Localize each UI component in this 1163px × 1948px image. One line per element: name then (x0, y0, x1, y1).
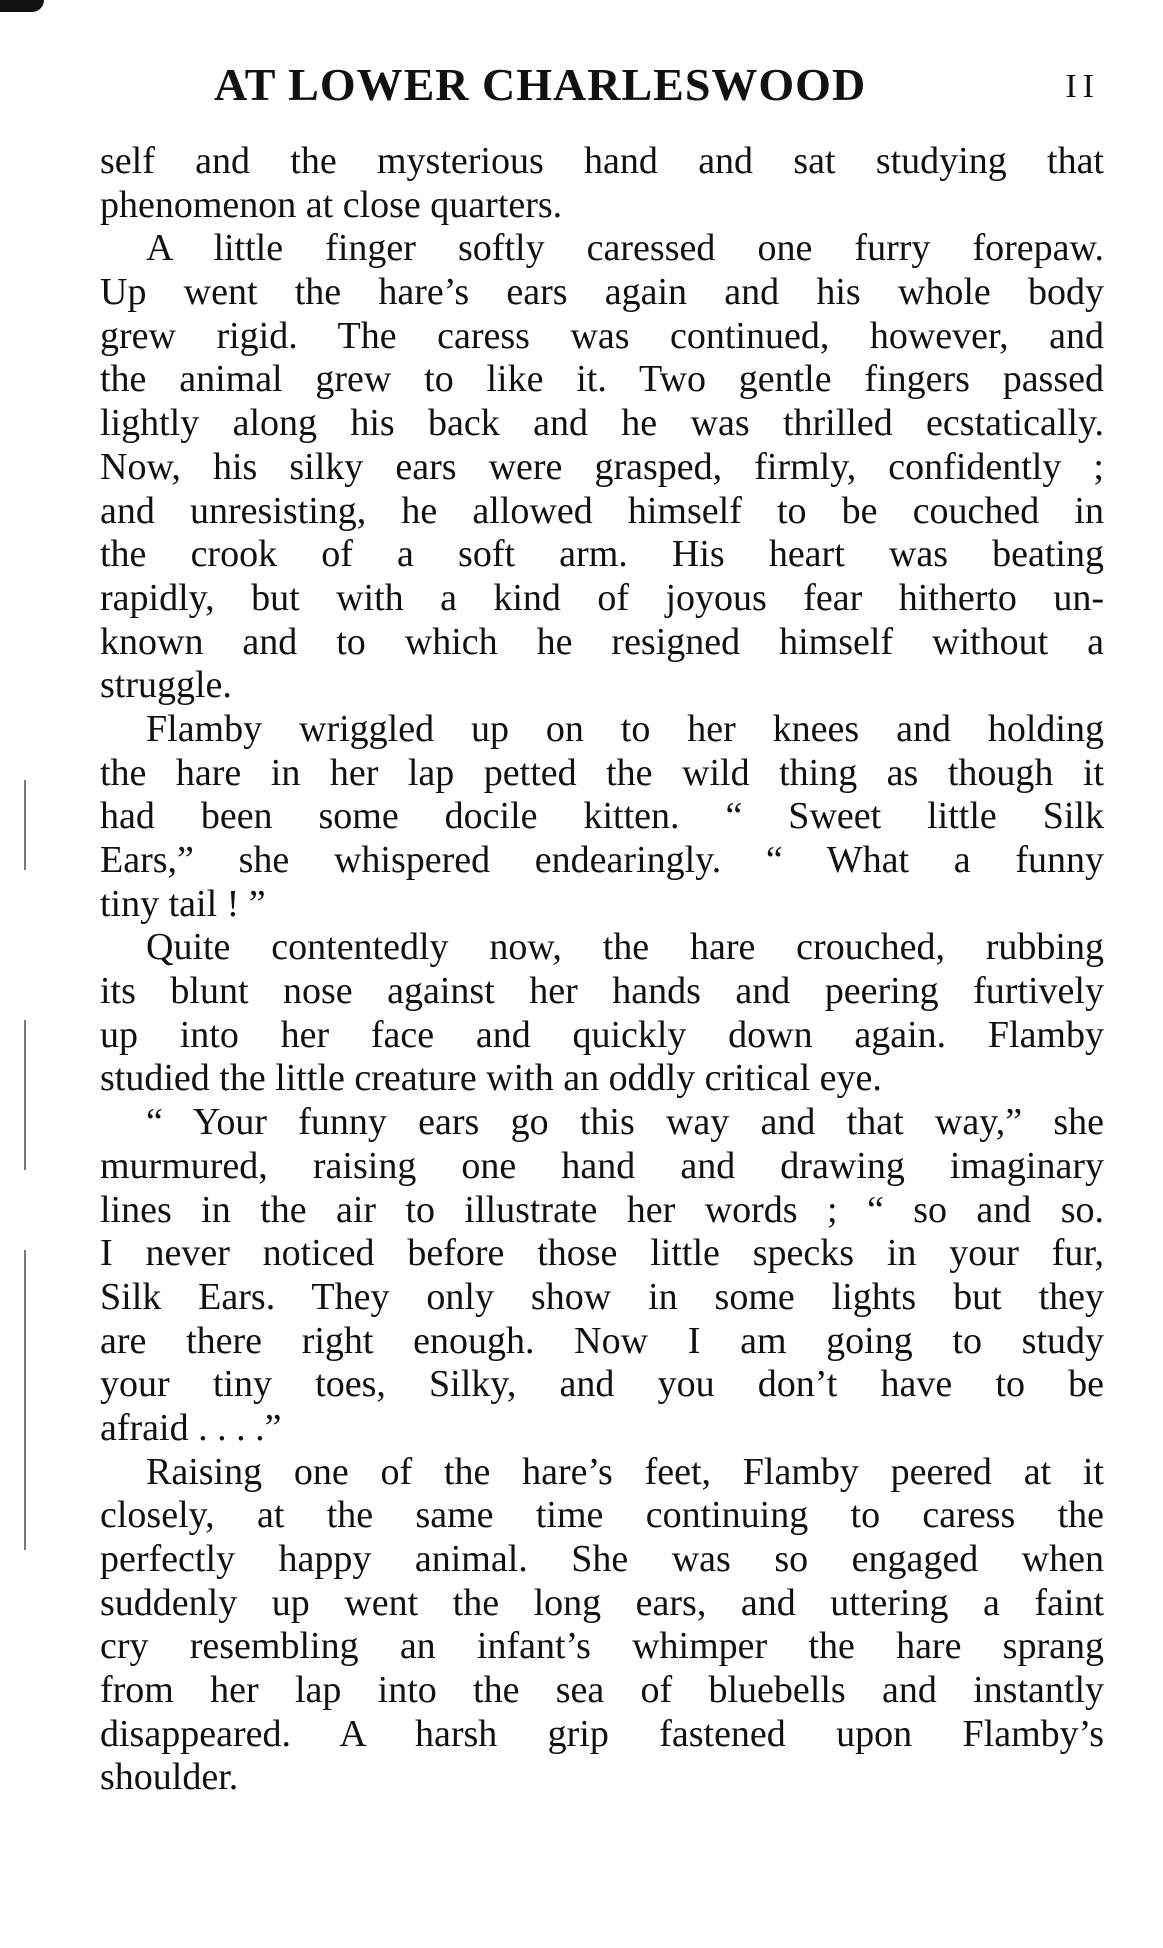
text-line: perfectly happy animal. She was so engaged when (100, 1538, 1104, 1580)
text-line: up into her face and quickly down again. Flamby (100, 1013, 1104, 1056)
text-line: the hare in her lap petted the wild thing as though it (100, 751, 1104, 794)
text-line: murmured, raising one hand and drawing imaginary (100, 1144, 1104, 1187)
body-text (100, 140, 1104, 1800)
text-line: are there right enough. Now I am going to study (100, 1319, 1104, 1362)
text-line: Flamby wriggled up on to her knees and holding (146, 707, 1104, 750)
text-line: Up went the hare’s ears again and his whole body (100, 271, 1104, 314)
text-line: its blunt nose against her hands and peering furtively (100, 970, 1104, 1013)
text-line: disappeared. A harsh grip fastened upon Flamby’s (100, 1712, 1104, 1755)
text-line: Ears,” she whispered endearingly. “ What a funny (100, 839, 1104, 881)
text-line: Raising one of the hare’s feet, Flamby peered at it (146, 1450, 1104, 1493)
text-line: I never noticed before those little specks in your fur, (100, 1232, 1104, 1275)
text-line: closely, at the same time continuing to caress the (100, 1494, 1104, 1537)
text-line: A little finger softly caressed one furry forepaw. (146, 227, 1104, 270)
text-line: your tiny toes, Silky, and you don’t have to be (100, 1363, 1104, 1406)
text-line: cry resembling an infant’s whimper the hare sprang (100, 1625, 1104, 1668)
text-line: from her lap into the sea of bluebells and instantly (100, 1669, 1104, 1712)
scan-edge-marks (24, 780, 30, 1600)
text-line: “ Your funny ears go this way and that way,” she (146, 1101, 1104, 1144)
text-line: lightly along his back and he was thrilled ecstatically. (100, 402, 1104, 445)
scan-corner-mark (0, 0, 44, 12)
text-line: known and to which he resigned himself without a (100, 620, 1104, 663)
text-line: and unresisting, he allowed himself to be couched in (100, 489, 1104, 532)
text-line: phenomenon at close quarters. (100, 183, 563, 226)
text-line: lines in the air to illustrate her words ; “ so and so. (100, 1188, 1104, 1231)
text-line: had been some docile kitten. “ Sweet little Silk (100, 795, 1104, 838)
text-line: Silk Ears. They only show in some lights but they (100, 1275, 1104, 1318)
text-line: shoulder. (100, 1756, 239, 1799)
running-title: AT LOWER CHARLESWOOD (214, 59, 867, 110)
text-line: rapidly, but with a kind of joyous fear hitherto un- (100, 576, 1104, 619)
running-head (100, 58, 1100, 118)
text-line: struggle. (100, 664, 232, 707)
text-line: suddenly up went the long ears, and uttering a faint (100, 1581, 1104, 1624)
text-line: Quite contentedly now, the hare crouched, rubbing (146, 926, 1104, 969)
text-line: afraid . . . .” (100, 1406, 282, 1449)
text-line: self and the mysterious hand and sat studying that (100, 140, 1104, 182)
text-line: studied the little creature with an oddly critical eye. (100, 1057, 882, 1100)
text-line: the crook of a soft arm. His heart was beating (100, 533, 1104, 576)
text-line: tiny tail ! ” (100, 882, 266, 925)
text-line: the animal grew to like it. Two gentle fingers passed (100, 358, 1104, 401)
text-line: Now, his silky ears were grasped, firmly, confidently ; (100, 445, 1104, 488)
page-number: II (1065, 68, 1100, 105)
text-line: grew rigid. The caress was continued, however, and (100, 314, 1104, 357)
